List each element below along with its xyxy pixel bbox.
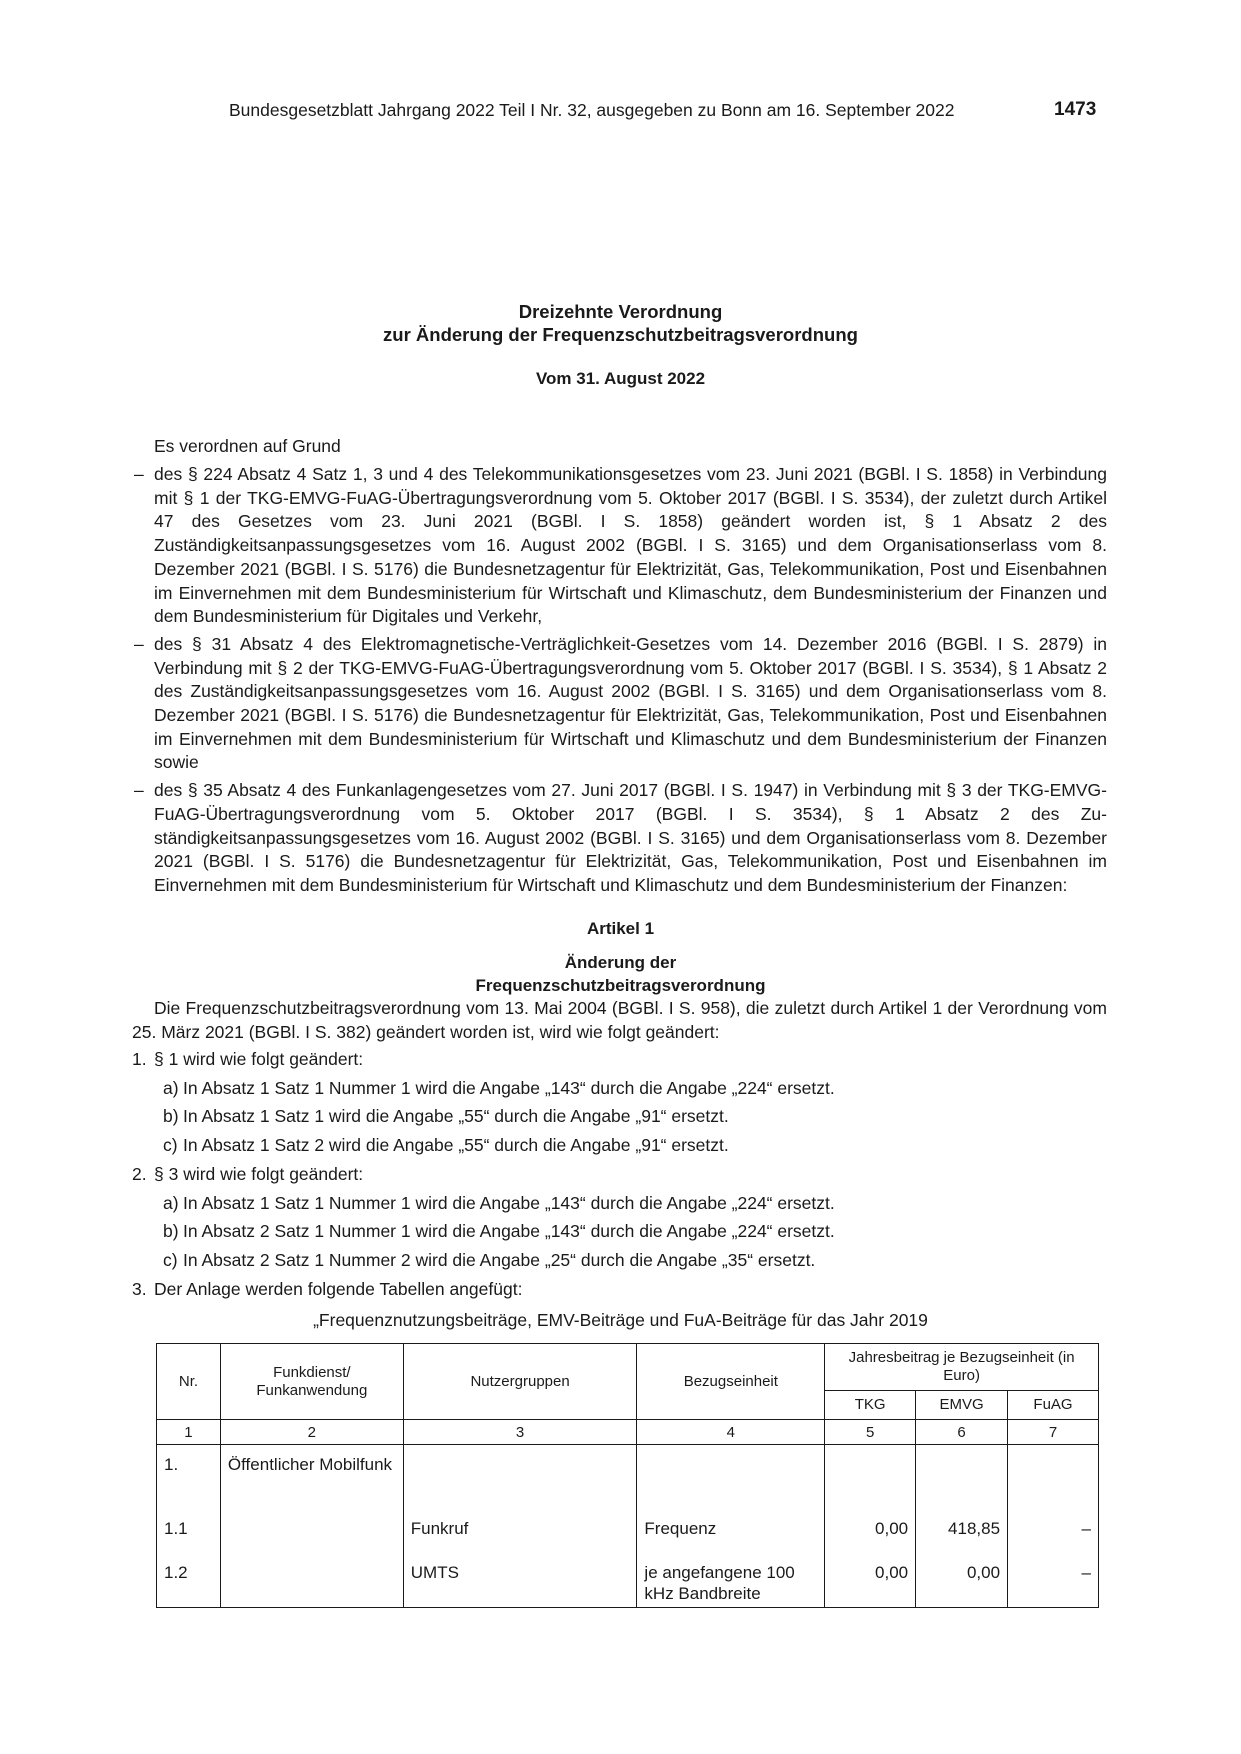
cell-tkg bbox=[826, 1446, 914, 1516]
table-caption: „Frequenznutzungsbeiträge, EMV-Beiträge und FuA-Beiträge für das Jahr 2019 bbox=[313, 1310, 928, 1330]
sub-letter: b) bbox=[163, 1106, 179, 1127]
column-number: 5 bbox=[825, 1420, 916, 1445]
sub-letter: b) bbox=[163, 1221, 179, 1242]
cell-emvg: 0,00 bbox=[966, 1563, 1001, 1582]
cell-nr: 1.2 bbox=[164, 1563, 188, 1582]
preamble-item bbox=[132, 463, 1107, 629]
sub-letter: c) bbox=[163, 1249, 178, 1270]
title-line-2: zur Änderung der Frequenzschutzbeitragsverordnung bbox=[383, 324, 858, 345]
cell-nr: 1.1 bbox=[164, 1519, 188, 1538]
title-block bbox=[0, 300, 1241, 389]
header-bezugseinheit: Bezugseinheit bbox=[637, 1344, 825, 1420]
article-heading-block bbox=[0, 917, 1241, 997]
cell-fuag: – bbox=[1081, 1563, 1091, 1582]
cell-bezugseinheit bbox=[638, 1446, 823, 1516]
cell-funkdienst bbox=[222, 1518, 402, 1560]
sub-text: In Absatz 1 Satz 1 Nummer 1 wird die Angabe „143“ durch die Angabe „224“ ersetzt. bbox=[183, 1077, 835, 1098]
cell-fuag: – bbox=[1081, 1519, 1091, 1538]
sub-text: In Absatz 1 Satz 1 Nummer 1 wird die Angabe „143“ durch die Angabe „224“ ersetzt. bbox=[183, 1192, 835, 1213]
column-number: 1 bbox=[157, 1420, 221, 1445]
sub-text: In Absatz 2 Satz 1 Nummer 1 wird die Angabe „143“ durch die Angabe „224“ ersetzt. bbox=[183, 1221, 835, 1242]
amendment-sub-list bbox=[154, 1192, 1107, 1273]
sub-letter: a) bbox=[163, 1077, 179, 1098]
header-emvg: EMVG bbox=[916, 1391, 1008, 1420]
header-jahresbeitrag: Jahresbeitrag je Bezugseinheit (in Euro) bbox=[825, 1344, 1099, 1391]
fee-table bbox=[156, 1343, 1099, 1608]
column-number: 2 bbox=[220, 1420, 403, 1445]
header-nr: Nr. bbox=[157, 1344, 221, 1420]
column-number: 4 bbox=[637, 1420, 825, 1445]
dash-marker: – bbox=[134, 464, 144, 484]
table-row bbox=[157, 1561, 1099, 1608]
preamble-item-text: des § 35 Absatz 4 des Funkanlagengesetzes vom 27. Juni 2017 (BGBl. I S. 1947) in Verbindung mit § 3 der TKG-EMVG-FuAG-Übertragungsverordnung vom 5. Oktober 2017 (BGBl. I S. 3534), § 1 Absatz 2 des Zuständigkeitsanpassungsgesetzes vom 16. August 2002 (BGBl. I S. 3165) und dem Organisationserlass vom 8. Dezember 2021 (BGBl. I S. 5176) die Bundesnetzagentur für Elektrizität, Gas, Telekommunikation, Post und Eisenbahnen im Einvernehmen mit dem Bundesministerium für Wirtschaft und Klimaschutz und dem Bundesministerium der Finanzen: bbox=[154, 780, 1107, 895]
amendment-item bbox=[132, 1278, 1107, 1302]
page-number: 1473 bbox=[1054, 99, 1097, 120]
cell-bezugseinheit: je angefangene 100 kHz Bandbreite bbox=[644, 1563, 795, 1603]
article-heading: Artikel 1 bbox=[586, 919, 655, 938]
cell-tkg: 0,00 bbox=[875, 1563, 909, 1582]
cell-nutzergruppe: Funkruf bbox=[410, 1519, 469, 1538]
dash-marker: – bbox=[134, 633, 144, 654]
amendment-number: 1. bbox=[132, 1049, 147, 1069]
column-number-row bbox=[157, 1420, 1099, 1445]
cell-funkdienst: Öffentlicher Mobilfunk bbox=[227, 1455, 393, 1474]
table-row bbox=[157, 1445, 1099, 1518]
running-header: Bundesgesetzblatt Jahrgang 2022 Teil I Nr. 32, ausgegeben zu Bonn am 16. September 2022 bbox=[229, 100, 955, 120]
sub-letter: a) bbox=[163, 1192, 179, 1213]
column-number: 7 bbox=[1008, 1420, 1099, 1445]
amendment-sub-item bbox=[163, 1105, 1107, 1129]
amendment-sub-item bbox=[163, 1077, 1107, 1101]
dash-marker: – bbox=[134, 780, 144, 801]
amendment-number: 3. bbox=[132, 1278, 147, 1299]
header-fuag: FuAG bbox=[1008, 1391, 1099, 1420]
cell-nutzergruppe bbox=[405, 1446, 636, 1516]
cell-emvg bbox=[917, 1446, 1006, 1516]
amendment-text: Der Anlage werden folgende Tabellen angefügt: bbox=[154, 1278, 523, 1299]
amendment-text: § 1 wird wie folgt geändert: bbox=[154, 1049, 364, 1069]
header-nutzergruppen: Nutzergruppen bbox=[403, 1344, 637, 1420]
amendment-sub-list bbox=[154, 1077, 1107, 1158]
amendment-sub-item bbox=[163, 1134, 1107, 1158]
header-funkdienst: Funkdienst/ Funkanwendung bbox=[220, 1344, 403, 1420]
title-line-1: Dreizehnte Verordnung bbox=[518, 301, 723, 322]
column-number: 3 bbox=[403, 1420, 637, 1445]
header-tkg: TKG bbox=[825, 1391, 916, 1420]
article-subheading-1: Änderung der bbox=[564, 953, 677, 972]
cell-nutzergruppe: UMTS bbox=[410, 1563, 459, 1582]
sub-text: In Absatz 1 Satz 1 wird die Angabe „55“ durch die Angabe „91“ ersetzt. bbox=[183, 1106, 729, 1127]
article-body: Die Frequenzschutzbeitragsverordnung vom 13. Mai 2004 (BGBl. I S. 958), die zuletzt durch Artikel 1 der Verordnung vom 25. März 2021 (BGBl. I S. 382) geändert worden ist, wird wie folgt geändert: bbox=[132, 998, 1107, 1042]
preamble-list bbox=[132, 463, 1107, 902]
preamble-item bbox=[132, 779, 1107, 898]
cell-tkg: 0,00 bbox=[875, 1519, 909, 1538]
amendment-sub-item bbox=[163, 1192, 1107, 1216]
cell-nr: 1. bbox=[164, 1455, 179, 1474]
issue-date: Vom 31. August 2022 bbox=[535, 369, 706, 388]
cell-emvg: 418,85 bbox=[948, 1519, 1001, 1538]
amendment-text: § 3 wird wie folgt geändert: bbox=[154, 1163, 364, 1184]
amendment-sub-item bbox=[163, 1220, 1107, 1244]
cell-funkdienst bbox=[222, 1562, 402, 1606]
preamble-item bbox=[132, 633, 1107, 775]
sub-text: In Absatz 2 Satz 1 Nummer 2 wird die Angabe „25“ durch die Angabe „35“ ersetzt. bbox=[183, 1249, 816, 1270]
amendment-number: 2. bbox=[132, 1163, 147, 1184]
sub-text: In Absatz 1 Satz 2 wird die Angabe „55“ durch die Angabe „91“ ersetzt. bbox=[183, 1135, 729, 1156]
amendment-sub-item bbox=[163, 1249, 1107, 1273]
amendment-item bbox=[132, 1048, 1107, 1158]
cell-fuag bbox=[1009, 1446, 1097, 1516]
cell-bezugseinheit: Frequenz bbox=[644, 1519, 717, 1538]
article-subheading-2: Frequenzschutzbeitragsverordnung bbox=[475, 976, 766, 995]
preamble-intro: Es verordnen auf Grund bbox=[154, 436, 341, 456]
amendment-list bbox=[132, 1048, 1107, 1301]
amendment-item bbox=[132, 1163, 1107, 1273]
preamble-item-text: des § 224 Absatz 4 Satz 1, 3 und 4 des Telekommunikationsgesetzes vom 23. Juni 2021 (BGBl. I S. 1858) in Verbindung mit § 1 der TKG-EMVG-FuAG-Übertragungsverordnung vom 5. Oktober 2017 (BGBl. I S. 3534), der zuletzt durch Artikel 47 des Gesetzes vom 23. Juni 2021 (BGBl. I S. 1858) geändert worden ist, § 1 Absatz 2 des Zuständigkeitsanpassungsgesetzes vom 16. August 2002 (BGBl. I S. 3165) und dem Organisationserlass vom 8. Dezember 2021 (BGBl. I S. 5176) die Bundesnetzagentur für Elektrizität, Gas, Telekommunikation, Post und Eisenbahnen im Einvernehmen mit dem Bundesministerium für Wirtschaft und Klimaschutz, dem Bundesministerium der Finanzen und dem Bundesministerium für Digitales und Verkehr, bbox=[154, 464, 1107, 627]
sub-letter: c) bbox=[163, 1135, 178, 1156]
column-number: 6 bbox=[916, 1420, 1008, 1445]
table-row bbox=[157, 1517, 1099, 1561]
preamble-item-text: des § 31 Absatz 4 des Elektromagnetische-Verträglichkeit-Gesetzes vom 14. Dezember 2016 (BGBl. I S. 2879) in Verbindung mit § 2 der TKG-EMVG-FuAG-Übertragungsverordnung vom 5. Oktober 2017 (BGBl. I S. 3534), § 1 Absatz 2 des Zuständigkeitsanpassungsgesetzes vom 16. August 2002 (BGBl. I S. 3165) und dem Organisationserlass vom 8. Dezember 2021 (BGBl. I S. 5176) die Bundesnetzagentur für Elektrizität, Gas, Telekommunikation, Post und Eisenbahnen im Einvernehmen mit dem Bundesministerium für Wirtschaft und Klimaschutz und dem Bundesministerium der Finanzen sowie bbox=[154, 633, 1107, 773]
table-header-row bbox=[157, 1344, 1099, 1391]
